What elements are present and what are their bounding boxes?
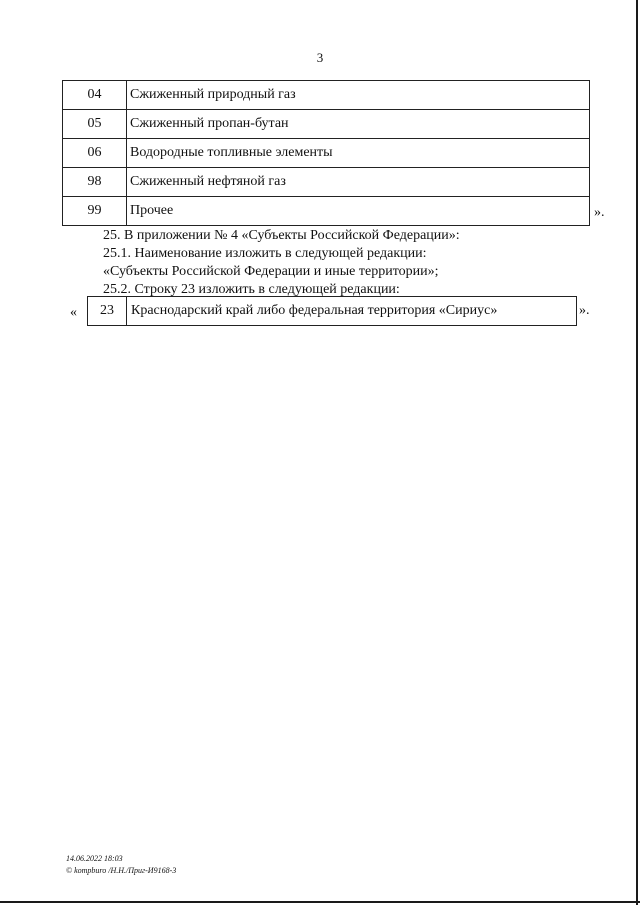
- table-row: [63, 110, 590, 139]
- footer-file-ref: © kompburo /Н.Н./Приг-И9168-3: [66, 866, 177, 875]
- paragraph-new-title: «Субъекты Российской Федерации и иные территории»;: [103, 264, 439, 279]
- row-name: Краснодарский край либо федеральная территория «Сириус»: [127, 297, 577, 326]
- fuel-type-table: [62, 80, 590, 226]
- row23-open-quote: «: [70, 305, 77, 320]
- row-code: 04: [63, 81, 127, 110]
- table-row: [88, 297, 577, 326]
- row-name: Сжиженный нефтяной газ: [127, 168, 590, 197]
- row-name: Сжиженный пропан-бутан: [127, 110, 590, 139]
- table-row: [63, 168, 590, 197]
- paragraph-25: 25. В приложении № 4 «Субъекты Российской Федерации»:: [103, 228, 460, 243]
- page-number: 3: [316, 50, 324, 65]
- row-code: 23: [88, 297, 127, 326]
- paragraph-25-1: 25.1. Наименование изложить в следующей редакции:: [103, 246, 427, 261]
- table-row: [63, 197, 590, 226]
- row-code: 05: [63, 110, 127, 139]
- row23-close-quote: ».: [579, 303, 590, 318]
- page-edge-right: [636, 0, 638, 905]
- table-row: [63, 81, 590, 110]
- row-name: Сжиженный природный газ: [127, 81, 590, 110]
- paragraph-25-2: 25.2. Строку 23 изложить в следующей редакции:: [103, 282, 400, 297]
- row-name: Прочее: [127, 197, 590, 226]
- row-name: Водородные топливные элементы: [127, 139, 590, 168]
- table-close-quote: ».: [594, 205, 605, 220]
- footer-timestamp: 14.06.2022 18:03: [66, 854, 123, 863]
- region-row-table: [87, 296, 577, 326]
- row-code: 98: [63, 168, 127, 197]
- page-edge-bottom: [0, 901, 640, 903]
- row-code: 99: [63, 197, 127, 226]
- table-row: [63, 139, 590, 168]
- row-code: 06: [63, 139, 127, 168]
